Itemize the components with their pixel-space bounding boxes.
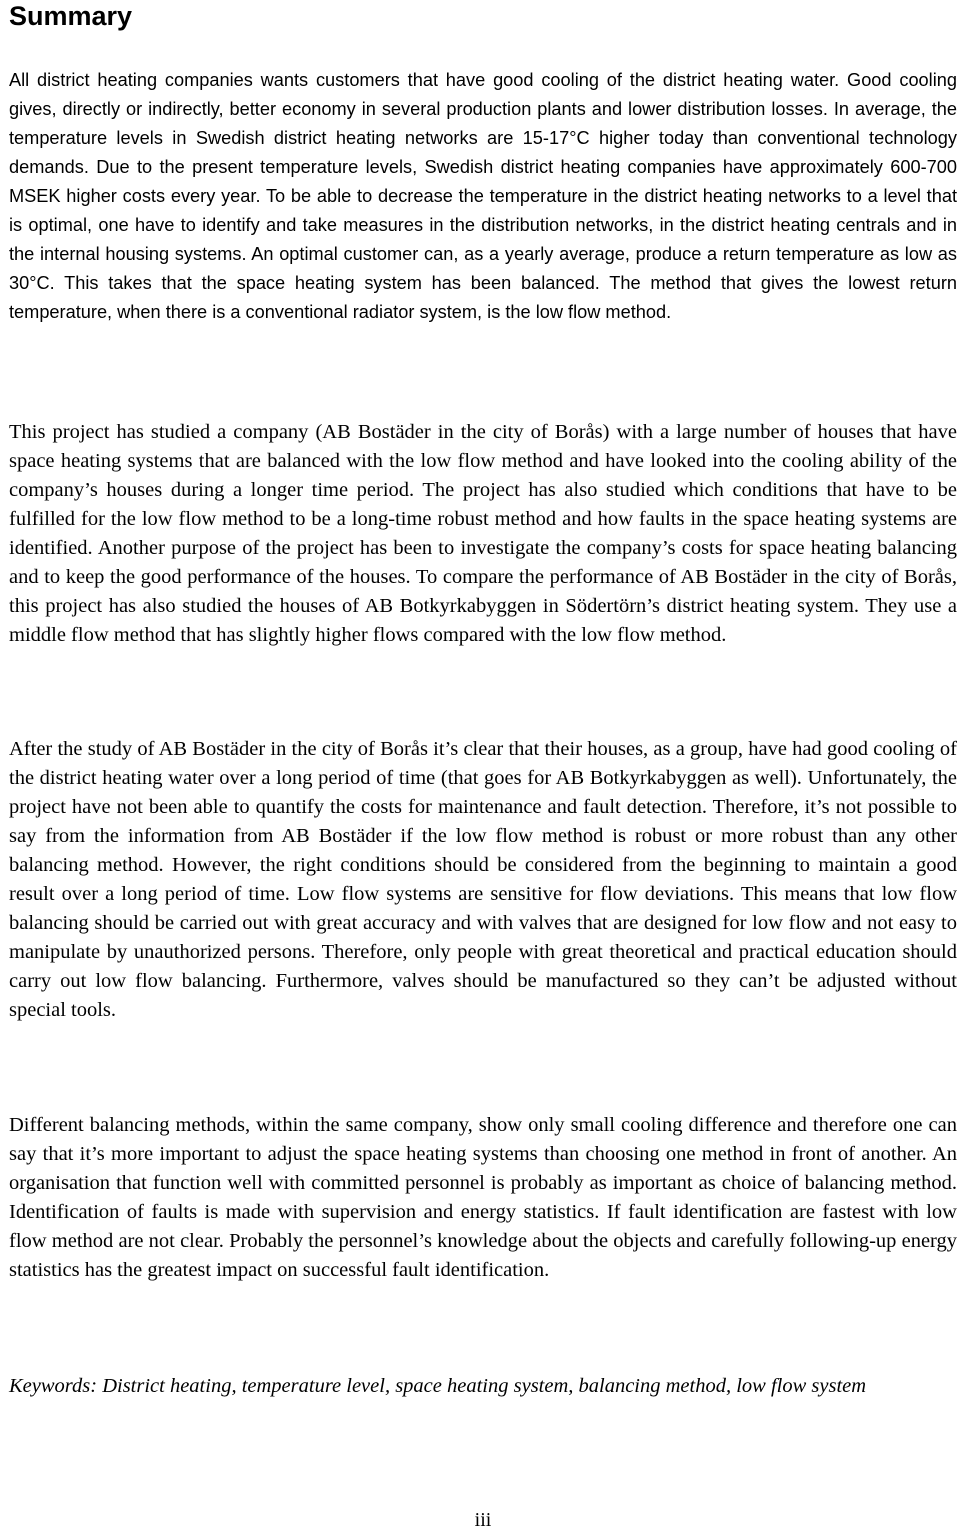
page-title: Summary bbox=[9, 1, 133, 31]
page-number: iii bbox=[474, 1509, 492, 1531]
paragraph-intro: All district heating companies wants customers that have good cooling of the district heating water. Good cooling gives, directly or indirectly, better economy in several production plants and lower distribution losses. In average, the temperature levels in Swedish district heating networks are 15-17°C higher today than conventional technology demands. Due to the present temperature levels, Swedish district heating companies have approximately 600-700 MSEK higher costs every year. To be able to decrease the temperature in the district heating networks to a level that is optimal, one have to identify and take measures in the distribution networks, in the district heating centrals and in the internal housing systems. An optimal customer can, as a yearly average, produce a return temperature as low as 30°C. This takes that the space heating system has been balanced. The method that gives the lowest return temperature, when there is a conventional radiator system, is the low flow method. bbox=[9, 70, 957, 322]
paragraph-balancing-methods: Different balancing methods, within the same company, show only small cooling difference and therefore one can say that it’s more important to adjust the space heating systems than choosing one method in front of another. An organisation that function well with committed personnel is probably as important as choice of balancing method. Identification of faults is made with supervision and energy statistics. If fault identification are fastest with low flow method are not clear. Probably the personnel’s knowledge about the objects and carefully following-up energy statistics has the greatest impact on successful fault identification. bbox=[9, 1114, 957, 1281]
keywords: Keywords: District heating, temperature level, space heating system, balancing method, low flow system bbox=[9, 1375, 867, 1397]
paragraph-project-study: This project has studied a company (AB Bostäder in the city of Borås) with a large number of houses that have space heating systems that are balanced with the low flow method and have looked into the cooling ability of the company’s houses during a longer time period. The project has also studied which conditions that have to be fulfilled for the low flow method to be a long-time robust method and how faults in the space heating systems are identified. Another purpose of the project has been to investigate the company’s costs for space heating balancing and to keep the good performance of the houses. To compare the performance of AB Bostäder in the city of Borås, this project has also studied the houses of AB Botkyrkabyggen in Södertörn’s district heating system. They use a middle flow method that has slightly higher flows compared with the low flow method. bbox=[9, 421, 957, 646]
paragraph-study-results: After the study of AB Bostäder in the city of Borås it’s clear that their houses, as a group, have had good cooling of the district heating water over a long period of time (that goes for AB Botkyrkabyggen as well). Unfortunately, the project have not been able to quantify the costs for maintenance and fault detection. Therefore, it’s not possible to say from the information from AB Bostäder if the low flow method is robust or more robust than any other balancing method. However, the right conditions should be considered from the beginning to maintain a good result over a long period of time. Low flow systems are sensitive for flow deviations. This means that low flow balancing should be carried out with great accuracy and with valves that are designed for low flow and not easy to manipulate by unauthorized persons. Therefore, only people with great theoretical and practical education should carry out low flow balancing. Furthermore, valves should be manufactured so they can’t be adjusted without special tools. bbox=[9, 738, 957, 1021]
document-page bbox=[9, 0, 957, 1533]
